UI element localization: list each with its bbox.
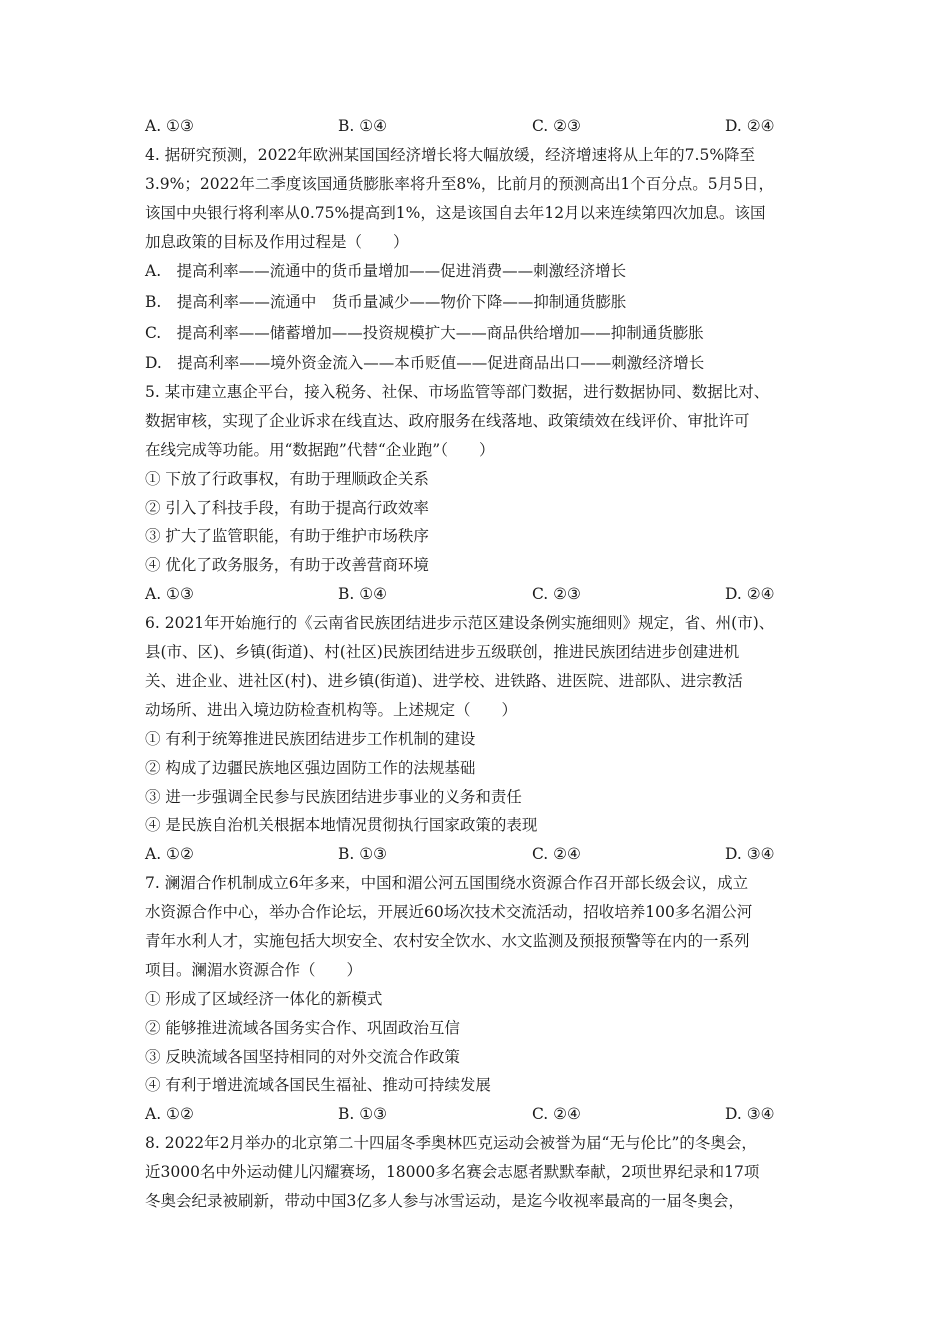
q6-statement-4: ④ 是民族自治机关根据本地情况贯彻执行国家政策的表现 — [145, 816, 538, 834]
q6-statement-3: ③ 进一步强调全民参与民族团结进步事业的义务和责任 — [145, 788, 522, 806]
q6-option-c: C. ②④ — [532, 845, 581, 863]
q7-option-a: A. ①② — [145, 1105, 194, 1123]
q8-stem-line-2: 近3000名中外运动健儿闪耀赛场，18000多名赛会志愿者默默奉献，2项世界纪录和17项 — [145, 1163, 760, 1181]
q3-option-b: B. ①④ — [338, 117, 388, 135]
q5-option-b: B. ①④ — [338, 585, 388, 603]
q5-option-c: C. ②③ — [532, 585, 581, 603]
q6-statement-2: ② 构成了边疆民族地区强边固防工作的法规基础 — [145, 759, 476, 777]
q6-options — [145, 844, 805, 864]
q6-stem-line-4: 动场所、进出入境边防检查机构等。上述规定（ ） — [145, 701, 518, 719]
q7-option-b: B. ①③ — [338, 1105, 388, 1123]
q6-option-a: A. ①② — [145, 845, 194, 863]
q8-stem-line-1: 8. 2022年2月举办的北京第二十四届冬季奥林匹克运动会被誉为届“无与伦比”的冬奥会， — [145, 1134, 757, 1152]
q7-stem-line-3: 青年水利人才，实施包括大坝安全、农村安全饮水、水文监测及预报预警等在内的一系列 — [145, 932, 750, 950]
q5-statement-4: ④ 优化了政务服务，有助于改善营商环境 — [145, 556, 429, 574]
q5-option-d: D. ②④ — [725, 585, 775, 603]
q5-options — [145, 584, 805, 604]
q5-statement-2: ② 引入了科技手段，有助于提高行政效率 — [145, 499, 429, 517]
q7-statement-1: ① 形成了区域经济一体化的新模式 — [145, 990, 383, 1008]
q5-option-a: A. ①③ — [145, 585, 194, 603]
q7-statement-2: ② 能够推进流域各国务实合作、巩固政治互信 — [145, 1019, 460, 1037]
q3-option-a: A. ①③ — [145, 117, 194, 135]
q4-choice-a: A. 提高利率——流通中的货币量增加——促进消费——刺激经济增长 — [145, 262, 627, 280]
q5-stem-line-2: 数据审核，实现了企业诉求在线直达、政府服务在线落地、政策绩效在线评价、审批许可 — [145, 412, 750, 430]
q4-choice-c: C. 提高利率——储蓄增加——投资规模扩大——商品供给增加——抑制通货膨胀 — [145, 324, 704, 342]
q7-stem-line-2: 水资源合作中心，举办合作论坛，开展近60场次技术交流活动，招收培养100多名湄公河 — [145, 903, 753, 921]
q7-stem-line-1: 7. 澜湄合作机制成立6年多来，中国和湄公河五国围绕水资源合作召开部长级会议，成立 — [145, 874, 749, 892]
q3-options — [145, 116, 805, 136]
q4-choice-d: D. 提高利率——境外资金流入——本币贬值——促进商品出口——刺激经济增长 — [145, 354, 705, 372]
q5-stem-line-3: 在线完成等功能。用“数据跑”代替“企业跑”（ ） — [145, 441, 495, 459]
q7-statement-3: ③ 反映流域各国坚持相同的对外交流合作政策 — [145, 1048, 460, 1066]
q5-statement-3: ③ 扩大了监管职能，有助于维护市场秩序 — [145, 527, 429, 545]
q7-stem-line-4: 项目。澜湄水资源合作（ ） — [145, 961, 363, 979]
q6-stem-line-1: 6. 2021年开始施行的《云南省民族团结进步示范区建设条例实施细则》规定，省、州(市)、 — [145, 614, 775, 632]
q8-stem-line-3: 冬奥会纪录被刷新，带动中国3亿多人参与冰雪运动，是迄今收视率最高的一届冬奥会， — [145, 1192, 744, 1210]
q3-option-c: C. ②③ — [532, 117, 581, 135]
q7-option-d: D. ③④ — [725, 1105, 775, 1123]
q4-stem-line-1: 4. 据研究预测，2022年欧洲某国国经济增长将大幅放缓，经济增速将从上年的7.5%降至 — [145, 146, 756, 164]
q4-stem-line-2: 3.9%；2022年二季度该国通货膨胀率将升至8%，比前月的预测高出1个百分点。5月5日， — [145, 175, 775, 193]
q5-statement-1: ① 下放了行政事权，有助于理顺政企关系 — [145, 470, 429, 488]
q7-options — [145, 1104, 805, 1124]
q7-statement-4: ④ 有利于增进流域各国民生福祉、推动可持续发展 — [145, 1076, 491, 1094]
q6-option-b: B. ①③ — [338, 845, 388, 863]
q4-choice-b: B. 提高利率——流通中 货币量减少——物价下降——抑制通货膨胀 — [145, 293, 627, 311]
q3-option-d: D. ②④ — [725, 117, 775, 135]
q4-stem-line-4: 加息政策的目标及作用过程是（ ） — [145, 233, 409, 251]
q6-stem-line-3: 关、进企业、进社区(村)、进乡镇(街道)、进学校、进铁路、进医院、进部队、进宗教活 — [145, 672, 743, 690]
q6-statement-1: ① 有利于统筹推进民族团结进步工作机制的建设 — [145, 730, 476, 748]
q4-stem-line-3: 该国中央银行将利率从0.75%提高到1%，这是该国自去年12月以来连续第四次加息。该国 — [145, 204, 766, 222]
q5-stem-line-1: 5. 某市建立惠企平台，接入税务、社保、市场监管等部门数据，进行数据协同、数据比对、 — [145, 383, 770, 401]
q7-option-c: C. ②④ — [532, 1105, 581, 1123]
q6-option-d: D. ③④ — [725, 845, 775, 863]
q6-stem-line-2: 县(市、区)、乡镇(街道)、村(社区)民族团结进步五级联创，推进民族团结进步创建进机 — [145, 643, 740, 661]
